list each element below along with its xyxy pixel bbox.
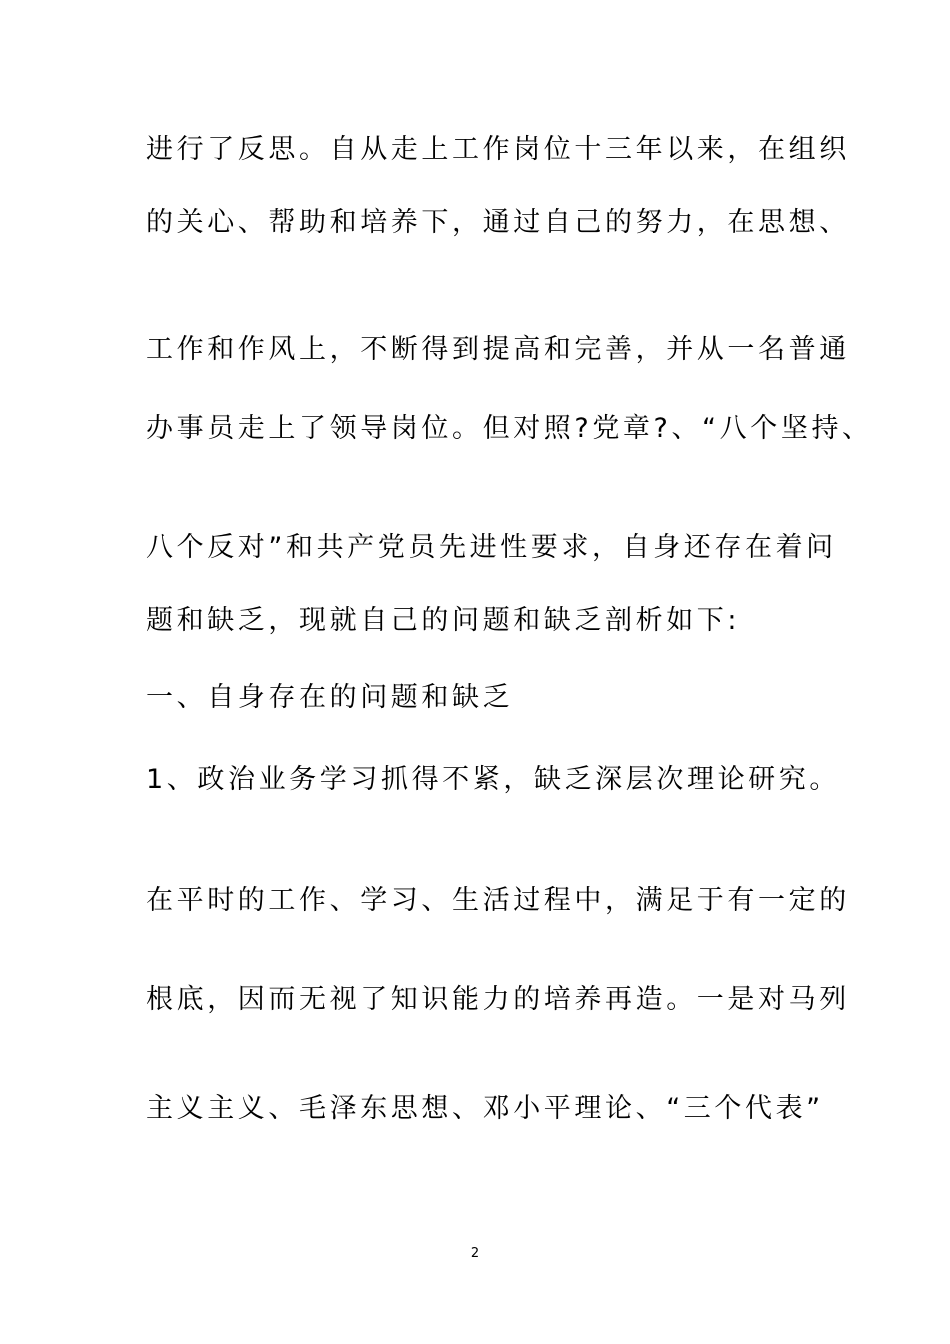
body-text-line: 办事员走上了领导岗位。但对照?党章?、“八个坚持、 xyxy=(146,413,873,444)
body-text-line: 在平时的工作、学习、生活过程中，满足于有一定的 xyxy=(146,885,850,916)
body-text-line: 主义主义、毛泽东思想、邓小平理论、“三个代表” xyxy=(146,1093,824,1124)
body-text-line: 根底，因而无视了知识能力的培养再造。一是对马列 xyxy=(146,984,850,1015)
section-heading: 一、自身存在的问题和缺乏 xyxy=(146,682,514,713)
body-text-line: 八个反对”和共产党员先进性要求，自身还存在着问 xyxy=(146,532,837,563)
body-text-line: 的关心、帮助和培养下，通过自己的努力，在思想、 xyxy=(146,207,850,238)
subsection-heading: 1、政治业务学习抓得不紧，缺乏深层次理论研究。 xyxy=(146,764,840,795)
body-text-line: 题和缺乏，现就自己的问题和缺乏剖析如下: xyxy=(146,605,741,636)
body-text-line: 工作和作风上，不断得到提高和完善，并从一名普通 xyxy=(146,334,850,365)
page-number: 2 xyxy=(470,1246,480,1261)
body-text-line: 进行了反思。自从走上工作岗位十三年以来，在组织 xyxy=(146,134,850,165)
